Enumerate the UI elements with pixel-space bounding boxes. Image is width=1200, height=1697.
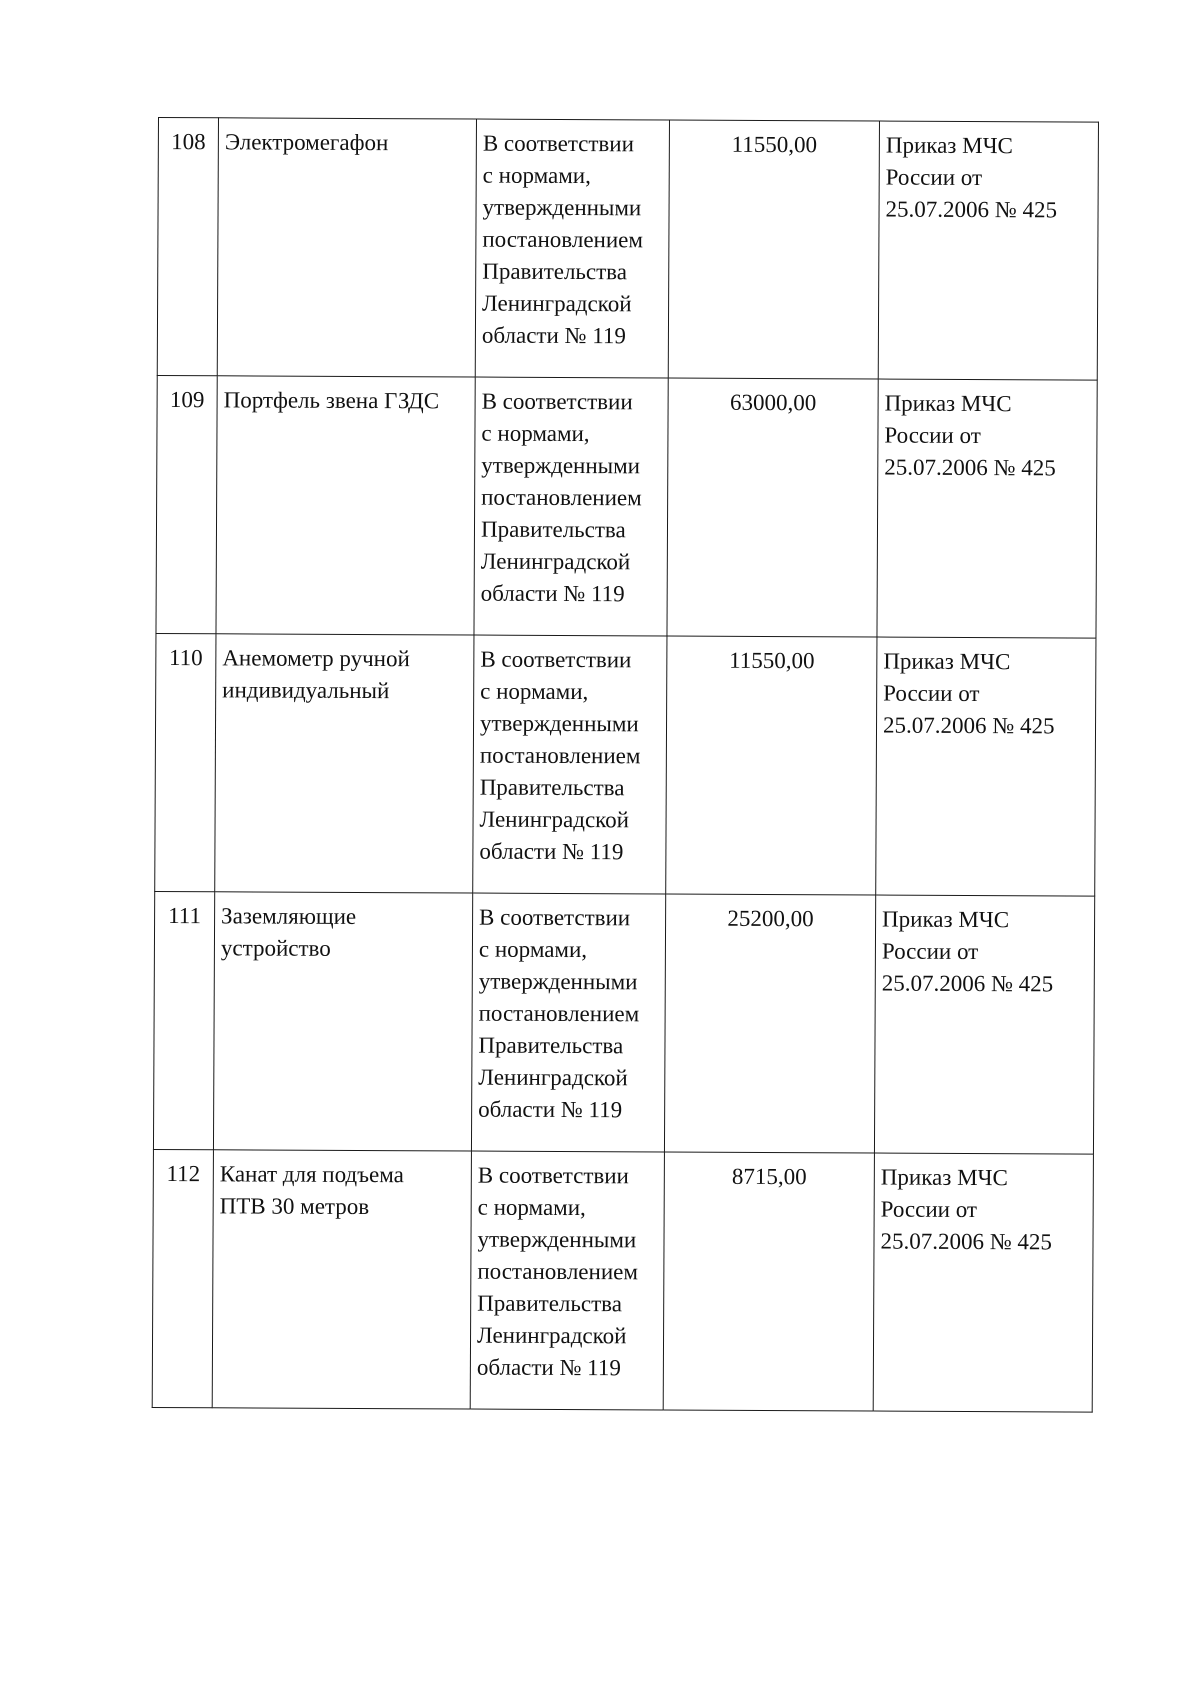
- item-reference: Приказ МЧС России от 25.07.2006 № 425: [874, 895, 1094, 1154]
- item-basis: В соответствии с нормами, утвержденными постановлением Правительства Ленинградской области № 119: [473, 635, 667, 894]
- table-row: [156, 375, 1097, 638]
- item-price: 63000,00: [667, 378, 878, 637]
- item-reference: Приказ МЧС России от 25.07.2006 № 425: [873, 1153, 1093, 1412]
- row-number: 108: [157, 118, 218, 376]
- row-number: 112: [152, 1149, 213, 1407]
- document-page: [152, 117, 1098, 1413]
- item-price: 25200,00: [664, 894, 875, 1153]
- item-name: Анемометр ручной индивидуальный: [215, 634, 474, 893]
- item-basis: В соответствии с нормами, утвержденными постановлением Правительства Ленинградской области № 119: [475, 119, 669, 378]
- table-row: [153, 891, 1094, 1154]
- item-price: 11550,00: [666, 636, 877, 895]
- item-price: 8715,00: [663, 1152, 874, 1411]
- item-basis: В соответствии с нормами, утвержденными постановлением Правительства Ленинградской области № 119: [471, 893, 665, 1152]
- table-row: [152, 1149, 1093, 1412]
- row-number: 111: [153, 891, 214, 1149]
- table-row: [155, 633, 1096, 896]
- item-reference: Приказ МЧС России от 25.07.2006 № 425: [876, 637, 1096, 896]
- row-number: 109: [156, 375, 217, 633]
- item-basis: В соответствии с нормами, утвержденными постановлением Правительства Ленинградской области № 119: [470, 1151, 664, 1410]
- item-name: Канат для подъема ПТВ 30 метров: [212, 1150, 471, 1409]
- equipment-table: [152, 117, 1099, 1413]
- item-name: Заземляющие устройство: [213, 892, 472, 1151]
- item-name: Портфель звена ГЗДС: [216, 376, 475, 635]
- item-price: 11550,00: [668, 120, 879, 379]
- item-basis: В соответствии с нормами, утвержденными постановлением Правительства Ленинградской области № 119: [474, 377, 668, 636]
- item-reference: Приказ МЧС России от 25.07.2006 № 425: [877, 379, 1097, 638]
- table-row: [157, 118, 1098, 381]
- row-number: 110: [155, 633, 216, 891]
- item-name: Электромегафон: [217, 118, 476, 377]
- item-reference: Приказ МЧС России от 25.07.2006 № 425: [878, 121, 1098, 380]
